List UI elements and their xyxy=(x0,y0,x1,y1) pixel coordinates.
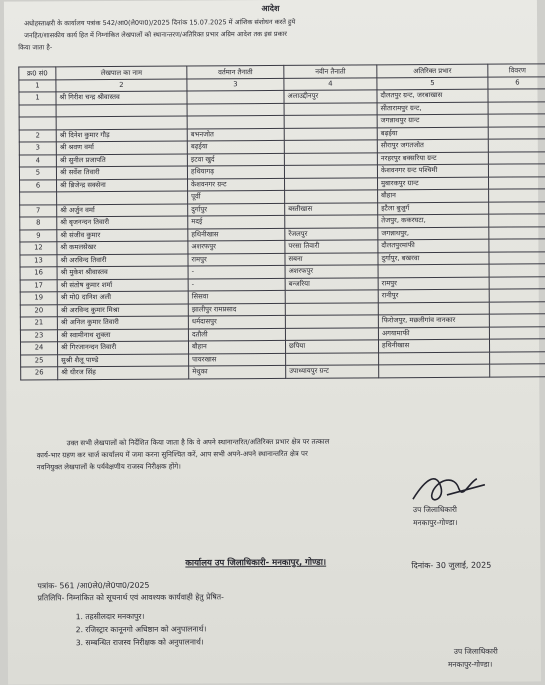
row-additional-charge xyxy=(378,302,489,315)
copy-intro: प्रतिलिपि- निम्नांकित को सूचनार्थ एवं आवश्यक कार्यवाही हेतु प्रेषित- xyxy=(37,592,224,603)
letter-date: दिनांक- 30 जुलाई, 2025 xyxy=(411,560,492,571)
row-remarks xyxy=(489,239,545,252)
row-name: श्री अरविन्द कुमार मिश्रा xyxy=(57,304,188,317)
row-additional-charge: नरहरपुर बक्सरिया ग्रन्ट xyxy=(377,152,488,165)
col-number: 5 xyxy=(377,77,488,90)
row-remarks xyxy=(490,351,545,364)
row-additional-charge: तेजपुर, ककरघटा, xyxy=(378,214,489,227)
row-additional-charge: रानीपुर xyxy=(378,289,489,302)
row-serial: 25 xyxy=(21,354,58,367)
row-additional-charge: बढ़ईया xyxy=(377,127,488,140)
row-current-posting xyxy=(187,115,284,128)
row-additional-charge: सौरापुर जगतजोत xyxy=(377,139,488,152)
row-remarks xyxy=(488,176,545,189)
row-name: श्री मो0 दानिश अली xyxy=(57,291,188,304)
row-serial: 2 xyxy=(19,129,56,142)
row-name xyxy=(57,191,188,204)
row-name: श्री संजीव कुमार xyxy=(57,229,188,242)
copy-item: 1. तहसीलदार मनकापुर। xyxy=(75,611,145,622)
row-remarks xyxy=(489,226,545,239)
row-serial xyxy=(20,192,57,205)
row-additional-charge: दौलतपुर ग्रन्ट, जरबाखास xyxy=(377,89,488,102)
row-remarks xyxy=(489,339,545,352)
header-additional-charge: अतिरिक्त प्रभार xyxy=(377,64,488,78)
instruction-line-3: नवनियुक्त लेखपालों के पर्यवेक्षणीय राजस्व निरीक्षक होंगे। xyxy=(36,462,181,472)
row-serial: 26 xyxy=(21,367,58,380)
row-new-posting xyxy=(284,140,377,153)
row-name: श्री धीरज सिंह xyxy=(58,366,189,379)
signature-place: मनकापुर-गोण्डा। xyxy=(413,517,458,528)
row-remarks xyxy=(488,101,545,114)
row-remarks xyxy=(489,189,545,202)
row-serial: 4 xyxy=(19,154,56,167)
row-additional-charge xyxy=(379,364,490,377)
row-additional-charge: हथिनीखास xyxy=(378,339,489,352)
letter-number: पत्रांक- 561 /आ0ले0/ले0पा0/2025 xyxy=(37,580,150,591)
header-name: लेखपाल का नाम xyxy=(56,66,187,80)
row-current-posting: दुर्गापुर xyxy=(188,203,285,216)
signature-place-2: मनकापुर-गोण्डा। xyxy=(447,659,493,669)
row-new-posting xyxy=(285,177,378,190)
table-row xyxy=(21,364,545,380)
row-serial: 13 xyxy=(20,254,57,267)
row-additional-charge: अगयामाफी xyxy=(378,327,489,340)
intro-line-1: अधोहस्ताक्षरी के कार्यालय पत्रांक 542/आ0(ले0पा0)/2025 दिनांक 15.07.2025 में आंशिक संशोधन करते हुये xyxy=(24,17,296,28)
row-new-posting xyxy=(284,127,377,140)
row-serial: 20 xyxy=(20,304,57,317)
col-number: 6 xyxy=(488,77,545,89)
row-serial: 16 xyxy=(20,267,57,280)
row-current-posting xyxy=(187,103,284,116)
row-name: श्री अरविन्द तिवारी xyxy=(57,254,188,267)
signature-title: उप जिलाधिकारी xyxy=(413,504,457,515)
row-serial: 3 xyxy=(19,142,56,155)
row-new-posting xyxy=(285,190,378,203)
header-remarks: विवरण xyxy=(488,64,545,77)
row-current-posting: मेथुका xyxy=(189,365,286,378)
row-new-posting: परसा तिवारी xyxy=(285,240,378,253)
row-current-posting: धर्मदासपुर xyxy=(188,315,285,328)
row-remarks xyxy=(488,151,545,164)
row-serial: 9 xyxy=(20,229,57,242)
signature-scribble xyxy=(407,469,497,510)
row-new-posting: बन्जरिया xyxy=(285,277,378,290)
row-additional-charge: बौहान xyxy=(378,189,489,202)
row-remarks xyxy=(489,214,545,227)
row-serial: 5 xyxy=(19,167,56,180)
row-additional-charge: जगन्नाथपुर ग्रान्ट xyxy=(377,114,488,127)
row-serial: 1 xyxy=(19,92,56,105)
row-remarks xyxy=(488,89,545,102)
row-name: श्री सुनील प्रजापति xyxy=(56,154,187,167)
row-current-posting: दतौली xyxy=(188,328,285,341)
row-additional-charge xyxy=(378,264,489,277)
row-name: श्री मुकेश श्रीवास्तव xyxy=(57,266,188,279)
header-serial: क्र0 सं0 xyxy=(19,67,56,80)
row-serial xyxy=(19,104,56,117)
header-current-posting: वर्तमान तैनाती xyxy=(187,65,284,79)
row-additional-charge: रामपुर xyxy=(378,277,489,290)
row-current-posting: मदई xyxy=(188,215,285,228)
row-new-posting: छपिया xyxy=(285,340,378,353)
row-current-posting: हथिनीखास xyxy=(188,228,285,241)
row-name: श्री स्वामीनाथ शुक्ला xyxy=(57,329,188,342)
transfer-table xyxy=(18,63,545,380)
row-serial: 21 xyxy=(20,317,57,330)
row-remarks xyxy=(488,114,545,127)
col-number: 2 xyxy=(56,79,187,92)
row-remarks xyxy=(489,264,545,277)
document-sheet xyxy=(4,0,541,685)
row-name: श्री कमलसेखर xyxy=(57,241,188,254)
intro-line-2: जनहित/शासकीय कार्य हित में निम्नांकित लेखपालों को स्थानान्तरण/अतिरिक्त प्रभार अग्रिम आदेश तक इस प्रकार xyxy=(24,29,287,40)
row-current-posting: पूर्वी xyxy=(188,190,285,203)
row-name: श्री संतोष कुमार शर्मा xyxy=(57,279,188,292)
row-serial: 6 xyxy=(20,179,57,192)
row-current-posting: केशवनगर ग्रन्ट xyxy=(188,178,285,191)
row-new-posting xyxy=(285,215,378,228)
row-name: श्री ब्रिजेन्द्र सक्सेना xyxy=(57,179,188,192)
row-name xyxy=(56,116,187,129)
row-current-posting: सिसवा xyxy=(188,290,285,303)
row-serial: 24 xyxy=(20,342,57,355)
row-new-posting xyxy=(286,352,379,365)
row-remarks xyxy=(488,126,545,139)
row-additional-charge: दौलतपुरमाफी xyxy=(378,239,489,252)
row-name: श्री बृजनन्दन तिवारी xyxy=(57,216,188,229)
col-number: 1 xyxy=(19,80,56,92)
row-new-posting xyxy=(285,302,378,315)
col-number: 3 xyxy=(187,78,284,91)
row-new-posting: अशरफपुर xyxy=(285,265,378,278)
row-serial: 7 xyxy=(20,204,57,217)
row-additional-charge xyxy=(379,352,490,365)
row-current-posting: इटवा खुर्द xyxy=(187,153,284,166)
copy-item: 2. रजिस्ट्रार कानूनगो अधिष्ठान को अनुपालनार्थ। xyxy=(75,624,207,635)
row-new-posting: रेंजलपुर xyxy=(285,227,378,240)
office-line: कार्यालय उप जिलाधिकारी- मनकापुर, गोण्डा। xyxy=(185,557,327,569)
row-new-posting xyxy=(284,152,377,165)
row-new-posting xyxy=(284,165,377,178)
row-remarks xyxy=(489,326,545,339)
row-current-posting: बौहान xyxy=(188,340,285,353)
row-name: श्री गिरजानन्दन तिवारी xyxy=(57,341,188,354)
row-new-posting xyxy=(285,290,378,303)
row-name: श्री गिरीश चन्द्र श्रीवास्तव xyxy=(56,91,187,104)
row-serial: 23 xyxy=(20,329,57,342)
col-number: 4 xyxy=(284,78,377,91)
row-name: श्री सर्वेश तिवारी xyxy=(56,166,187,179)
row-remarks xyxy=(490,364,545,377)
row-additional-charge: जगन्नाथपुर, xyxy=(378,227,489,240)
row-new-posting xyxy=(285,315,378,328)
row-current-posting: रामपुर xyxy=(188,253,285,266)
row-remarks xyxy=(489,201,545,214)
row-remarks xyxy=(489,314,545,327)
row-remarks xyxy=(489,289,545,302)
row-new-posting xyxy=(284,102,377,115)
row-serial xyxy=(19,117,56,130)
row-new-posting: बस्तीखास xyxy=(285,202,378,215)
row-remarks xyxy=(489,301,545,314)
row-name: श्री श्रवण वर्मा xyxy=(56,141,187,154)
row-name xyxy=(56,104,187,117)
row-name: श्री दिनेश कुमार गौड़ xyxy=(56,129,187,142)
row-current-posting: झालीपुर रामप्रसाद xyxy=(188,303,285,316)
row-name: श्री अनिल कुमार तिवारी xyxy=(57,316,188,329)
row-current-posting xyxy=(187,90,284,103)
row-remarks xyxy=(488,164,545,177)
row-current-posting: अशरफपुर xyxy=(188,240,285,253)
row-additional-charge: दुर्गापुर, बखरवा xyxy=(378,252,489,265)
row-new-posting: उपाध्यायपुर ग्रन्ट xyxy=(286,365,379,378)
row-new-posting: अलाउद्दीनपुर xyxy=(284,90,377,103)
row-additional-charge: इटैला बुजुर्ग xyxy=(378,202,489,215)
row-current-posting: - xyxy=(188,278,285,291)
row-remarks xyxy=(489,251,545,264)
row-current-posting: बढ़ईया xyxy=(187,140,284,153)
intro-line-3: किया जाता है- xyxy=(18,43,53,52)
row-name: श्री अर्जुन वर्मा xyxy=(57,204,188,217)
row-additional-charge: केशवनगर ग्रन्ट पश्चिमी xyxy=(377,164,488,177)
row-serial: 12 xyxy=(20,242,57,255)
row-current-posting: बभनजोत xyxy=(187,128,284,141)
row-serial: 17 xyxy=(20,279,57,292)
row-additional-charge: फिरोजपुर, मछलीगांव नानकार xyxy=(378,314,489,327)
row-current-posting: पायरखास xyxy=(189,353,286,366)
row-new-posting xyxy=(284,115,377,128)
row-name: सुश्री शैलू पाण्डे xyxy=(58,354,189,367)
instruction-line-1: उक्त सभी लेखपालों को निर्देशित किया जाता है कि वे अपने स्थानान्तरित/अतिरिक्त प्रभार क्षेत्र पर तत्काल xyxy=(66,437,330,448)
row-new-posting: सबना xyxy=(285,252,378,265)
header-new-posting: नवीन तैनाती xyxy=(284,65,377,79)
row-additional-charge: मुबारकपुर ग्रान्ट xyxy=(377,177,488,190)
row-additional-charge: सीतारामपुर ग्रन्ट, xyxy=(377,102,488,115)
row-remarks xyxy=(488,139,545,152)
row-current-posting: - xyxy=(188,265,285,278)
order-heading: आदेश xyxy=(261,3,280,14)
row-serial: 19 xyxy=(20,292,57,305)
row-remarks xyxy=(489,276,545,289)
copy-item: 3. सम्बन्धित राजस्व निरीक्षक को अनुपालनार्थ। xyxy=(75,637,204,648)
row-new-posting xyxy=(285,327,378,340)
instruction-line-2: कार्य-भार ग्रहण कर चार्ज कार्यालय में जमा करना सुनिश्चित करें, आप सभी अपने-अपने स्थानान्तरित क्षेत्र पर xyxy=(36,449,308,460)
signature-title-2: उप जिलाधिकारी xyxy=(453,646,498,656)
row-current-posting: हथियागढ़ xyxy=(187,165,284,178)
row-serial: 8 xyxy=(20,217,57,230)
